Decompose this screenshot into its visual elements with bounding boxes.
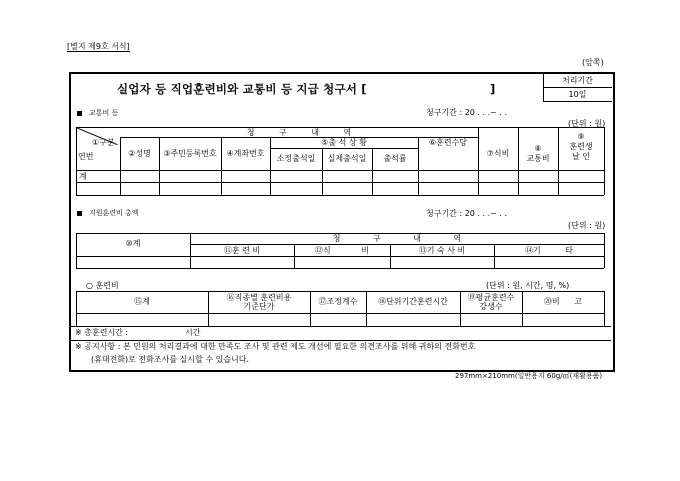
support-heading: 지원훈련비 총액 [89, 209, 139, 217]
t3-line-top [76, 291, 604, 292]
training-heading: ○ 훈련비 [86, 281, 119, 290]
bullet-square-icon [77, 111, 82, 116]
t2-line-mid [190, 244, 604, 245]
t1-line-bottom [76, 195, 604, 196]
t1-col-sign-2: 날 인 [572, 152, 590, 161]
t2-col-detail: 청 구 내 역 [332, 234, 462, 243]
processing-box-bottom [543, 101, 612, 102]
t3-v-5 [522, 291, 523, 326]
t3-col-avg-1: ⑲평균훈련수 [467, 293, 515, 302]
total-hours-label: ※ 총훈련시간 : [75, 328, 129, 337]
t2-col-meal: ⑫식 비 [315, 246, 369, 255]
t3-v-2 [310, 291, 311, 326]
t1-total-row-label: 계 [79, 172, 87, 181]
t1-col-detail: 청 구 내 역 [246, 128, 352, 137]
notice-line-2: (휴대전화)로 전화조사를 실시할 수 있습니다. [91, 355, 250, 364]
t1-line-total [76, 182, 604, 183]
t1-line-header-bottom [76, 170, 604, 171]
support-period: 청구기간 : 20 . . .~ . . [426, 209, 508, 218]
t1-col-transport-no: ⑧ [534, 144, 542, 153]
t2-col-lodging: ⑬기 숙 사 비 [418, 246, 466, 255]
form-frame [69, 72, 615, 372]
footer-divider [71, 340, 611, 341]
t1-col-category: ①구분 [92, 138, 115, 147]
support-unit: (단위 : 원) [568, 221, 606, 230]
form-title: 실업자 등 직업훈련비와 교통비 등 지급 청구서 [ [117, 82, 367, 96]
transport-unit: (단위 : 원) [568, 119, 606, 128]
t3-col-total: ⑮계 [134, 297, 150, 306]
t2-line-bottom [76, 268, 604, 269]
form-title-close: ] [490, 82, 496, 96]
t3-v-right [604, 291, 605, 326]
bullet-square-icon [77, 211, 82, 216]
t1-col-sign-1: 훈련생 [569, 142, 593, 151]
t2-col-other: ⑭기 타 [525, 246, 573, 255]
t1-col-designated: 소정출석일 [276, 154, 316, 163]
transport-heading: 교통비 등 [89, 109, 119, 117]
t1-line-detail [120, 137, 478, 138]
t1-col-no: 연번 [78, 152, 94, 161]
t2-col-total: ⑩계 [125, 239, 141, 248]
t1-v-3 [221, 137, 222, 195]
front-side-label: (앞쪽) [582, 58, 604, 67]
processing-value: 10일 [568, 90, 587, 99]
t1-col-attendance: ⑤출 석 상 황 [321, 138, 367, 147]
t1-col-meal: ⑦식비 [486, 149, 510, 158]
processing-label: 처리기간 [562, 76, 593, 85]
total-hours-unit: 시간 [185, 328, 201, 337]
t1-col-rrn: ③주민등록번호 [163, 149, 217, 158]
t3-col-type-2: 기준단가 [243, 302, 275, 311]
t3-line-header-bottom [76, 313, 604, 314]
notice-line-1: ※ 공지사항 : 본 민원의 처리결과에 대한 만족도 조사 및 관련 제도 개선에 필요한 의견조사를 위해 귀하의 전화번호 [75, 342, 476, 351]
t2-col-training: ⑪훈 련 비 [223, 246, 261, 255]
t3-col-type-1: ⑯직종별 훈련비용 [226, 293, 292, 302]
form-number: [별지 제9호 서식] [67, 42, 130, 51]
t1-v-right [604, 127, 605, 195]
training-unit: (단위 : 원, 시간, 명, %) [486, 281, 570, 290]
t1-v-8 [478, 127, 479, 195]
t2-v-right [604, 233, 605, 268]
t1-v-2 [159, 137, 160, 195]
t1-col-allowance: ⑥훈련수당 [428, 138, 468, 147]
t1-col-transport: 교통비 [526, 154, 550, 163]
t3-line-bottom [71, 326, 611, 327]
transport-period: 청구기간 : 20 . . .~ . . [426, 108, 508, 117]
t3-col-coef: ⑰조정계수 [318, 297, 358, 306]
t3-col-remarks: ⑳비 고 [544, 297, 582, 306]
t1-v-left [76, 127, 77, 195]
t1-col-account: ④계좌번호 [226, 149, 265, 158]
t3-col-unit-hours: ⑱단위기간훈련시간 [378, 297, 448, 306]
t2-v-left [76, 233, 77, 268]
t2-line-header-bottom [76, 256, 604, 257]
t3-v-left [76, 291, 77, 326]
t1-col-actual: 실제출석일 [327, 154, 367, 163]
t3-col-avg-2: 강생수 [479, 302, 503, 311]
processing-box-mid [543, 87, 612, 88]
t1-v-1 [120, 137, 121, 195]
paper-size-note: 297mm×210mm(일반용지 60g/㎡(재활용품) [455, 372, 603, 380]
t1-col-attend-rate: 출석률 [383, 154, 407, 163]
t3-v-3 [366, 291, 367, 326]
t1-col-sign-no: ⑨ [577, 132, 585, 141]
t1-col-name: ②성명 [128, 149, 151, 158]
t1-line-attend [270, 148, 418, 149]
